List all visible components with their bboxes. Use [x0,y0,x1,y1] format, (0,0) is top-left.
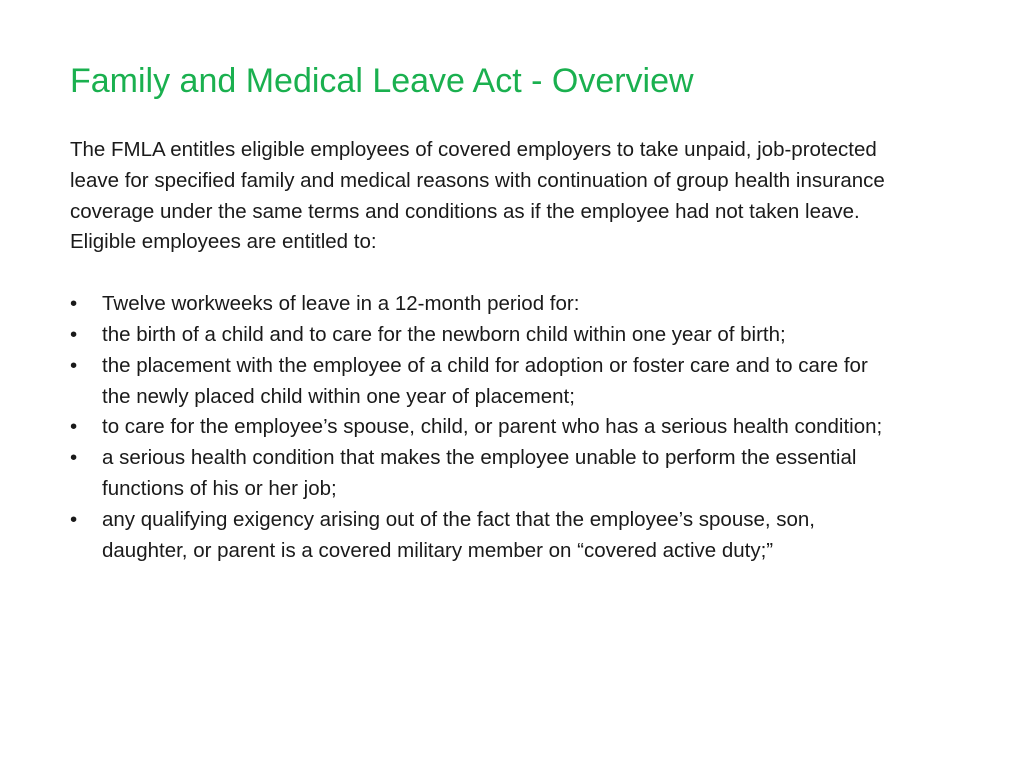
bullet-icon: • [70,446,78,470]
bullet-icon: • [70,507,78,531]
bullet-icon: • [70,292,78,316]
bullet-text: to care for the employee’s spouse, child, or parent who has a serious health condition; [102,415,883,439]
bullet-text: a serious health condition that makes the employee unable to perform the essential functions of his or her job; [102,446,857,500]
bullet-text: the placement with the employee of a child for adoption or foster care and to care for the newly placed child within one year of placement; [102,353,868,408]
bullet-item [70,351,900,413]
bullet-icon: • [70,322,78,346]
slide-body [70,135,900,566]
bullet-icon: • [70,353,78,377]
bullet-text: Twelve workweeks of leave in a 12-month period for: [102,292,580,316]
bullet-item [70,443,900,505]
slide-title: Family and Medical Leave Act - Overview [70,62,694,100]
bullet-item [70,289,900,320]
bullet-text: any qualifying exigency arising out of the fact that the employee’s spouse, son, daughter, or parent is a covered military member on “covered active duty;” [102,507,816,562]
bullet-text: the birth of a child and to care for the newborn child within one year of birth; [102,322,786,346]
bullet-icon: • [70,415,78,439]
bullet-item [70,505,900,567]
intro-paragraph: The FMLA entitles eligible employees of covered employers to take unpaid, job-protected leave for specified family and medical reasons with continuation of group health insurance coverage under the same terms and conditions as if the employee had not taken leave. Eligible employees are entitled to: [70,138,885,254]
bullet-list [70,289,900,566]
bullet-item [70,412,900,443]
bullet-item [70,320,900,351]
